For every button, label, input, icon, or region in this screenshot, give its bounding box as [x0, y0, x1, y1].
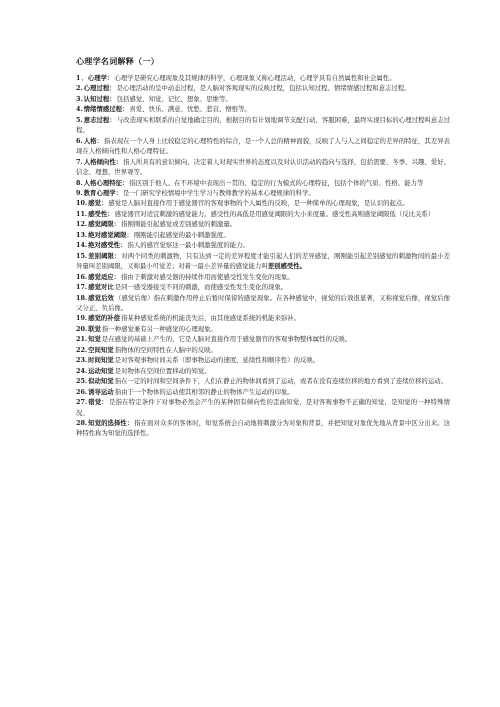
term-entry — [76, 272, 450, 282]
entry-emphasis: 差别感受性。 — [267, 262, 307, 271]
entry-list — [76, 73, 450, 439]
term-entry — [76, 115, 450, 136]
entry-definition: 感觉是人脑对直接作用于感觉器官的客观事物的个人属性的反映，是一种简单的心理现象，是认识的起点。 — [108, 199, 409, 208]
entry-definition: 指一种感觉兼有另一种感觉的心理现象。 — [101, 324, 217, 333]
entry-number: 28. — [76, 418, 88, 427]
entry-term: 心理过程： — [83, 84, 116, 93]
entry-number: 14. — [76, 241, 88, 250]
entry-term: 似动知觉 — [88, 377, 114, 386]
term-entry — [76, 324, 450, 334]
entry-number: 19. — [76, 314, 88, 323]
entry-definition: 是一门研究学校情境中学生学习与教师教学的基本心理规律的科学。 — [123, 188, 315, 197]
term-entry — [76, 94, 450, 104]
entry-number: 17. — [76, 283, 88, 292]
entry-definition: 是心理活动的呈中动态过程，是人脑对客观现实的反映过程，包括认知过程、情绪情感过程和意志过程。 — [116, 84, 411, 93]
entry-term: 感觉： — [88, 199, 108, 208]
entry-number: 23. — [76, 356, 88, 365]
term-entry — [76, 293, 450, 314]
entry-term: 感觉阈限： — [88, 220, 121, 229]
term-entry — [76, 345, 450, 355]
entry-number: 16. — [76, 272, 88, 281]
entry-number: 18. — [76, 293, 88, 302]
entry-definition: 指刚刚能引起感觉或差别感觉的刺激量。 — [121, 220, 237, 229]
entry-number: 25. — [76, 377, 88, 386]
entry-term: 绝对感觉阈限： — [88, 230, 133, 239]
entry-number: 12. — [76, 220, 88, 229]
term-entry — [76, 387, 450, 397]
entry-term: 意志过程： — [83, 115, 116, 124]
entry-term: 知觉的选择性： — [88, 418, 134, 427]
entry-definition: 包括感觉、知觉、记忆、想象、思维等。 — [116, 94, 232, 103]
entry-definition: 是指在特定条件下对事物必然会产生的某种固有倾向性的歪曲知觉，是对客观事物不正确的知觉，是知觉的一种特殊情况。 — [76, 398, 451, 417]
entry-number: 13. — [76, 230, 88, 239]
entry-term: 感受性： — [88, 209, 114, 218]
entry-number: 24. — [76, 366, 88, 375]
entry-term: 差别阈限： — [88, 251, 121, 260]
entry-term: 感觉的补偿 — [88, 314, 121, 323]
entry-number: 26. — [76, 387, 88, 396]
entry-definition: 指表现在一个人身上比较稳定的心理特性的综合，是一个人总的精神面貌，反映了人与人之间稳定的差异的特征，其差异表现在人格倾向性和人格心理特征。 — [76, 136, 451, 156]
entry-definition: 是在感觉的基础上产生的，它是人脑对直接作用于感觉器官的客观事物整体属性的反映。 — [101, 335, 352, 344]
entry-number: 2. — [76, 84, 83, 93]
entry-term: 情绪情感过程： — [83, 105, 129, 114]
entry-term: 时间知觉 — [88, 356, 114, 365]
term-entry — [76, 83, 450, 93]
term-entry — [76, 73, 450, 83]
term-entry — [76, 104, 450, 114]
entry-term: 教育心理学： — [83, 188, 123, 197]
term-entry — [76, 334, 450, 344]
term-entry — [76, 219, 450, 229]
entry-number: 27. — [76, 398, 88, 407]
entry-definition: 是同一感受器接受不同的刺激，而使感受性发生变化的现象。 — [114, 283, 288, 292]
entry-definition: 是对客观事物时间关系（即事物运动的速度、延续性和顺序性）的反映。 — [114, 356, 320, 365]
entry-definition: 指在一定的时间和空间条件下，人们在静止的物体间看到了运动，或者在没有连续位移的地方看到了连续位移的运动。 — [114, 377, 447, 386]
term-entry — [76, 376, 450, 386]
entry-number: 9. — [76, 188, 83, 197]
term-entry — [76, 230, 450, 240]
entry-term: 感觉对比 — [88, 283, 114, 292]
entry-number: 3. — [76, 94, 83, 103]
entry-number: 10. — [76, 199, 88, 208]
entry-number: 4. — [76, 105, 83, 114]
term-entry — [76, 282, 450, 292]
entry-number: 22. — [76, 345, 88, 354]
term-entry — [76, 178, 450, 188]
entry-number: 5. — [76, 115, 83, 124]
entry-definition: 刚刚能引起感觉的最小刺激强度。 — [133, 230, 230, 239]
entry-term: 人格： — [83, 136, 103, 145]
entry-definition: 指人所具有的意识倾向，决定着人对现实世界的态度以及对认识活动的趋向与选择，包括需要、冬季、兴趣、爱好、信念、理想、世界观等。 — [76, 157, 451, 177]
entry-definition: 指区别于他人、在不环境中表现出一贯的、稳定的行为模式的心理特征，包括个体的气质、性格、能力等 — [129, 178, 424, 187]
term-entry — [76, 418, 450, 439]
entry-number: 15. — [76, 251, 88, 260]
entry-number: 11. — [76, 209, 88, 218]
entry-definition: 与改造现实相联系的自觉地确定目的，根据目的有计划地调节支配行动，客服困难，最终实现目标的心理过程叫意志过程。 — [76, 115, 451, 135]
entry-term: 感觉后效 — [88, 293, 114, 302]
entry-definition: 指在面对众多的客体时，知觉系统会自动地将刺激分为对象和背景，并把知觉对象优先地从背景中区分出来。这种特性称为知觉的选择性。 — [76, 418, 451, 438]
entry-number: 6. — [76, 136, 83, 145]
entry-term: 错觉： — [88, 398, 108, 407]
term-entry — [76, 240, 450, 250]
entry-term: 感觉适应： — [88, 272, 121, 281]
term-entry — [76, 198, 450, 208]
entry-definition: 感觉器官对适宜刺激的感觉能力。感受性的高低是用感觉阈限的大小来度量。感受性高则感觉阈限低（反比关系） — [114, 209, 435, 218]
entry-term: ．心理学： — [81, 74, 114, 82]
entry-term: 人格心理特征： — [83, 178, 129, 187]
entry-number: 20. — [76, 324, 88, 333]
entry-term: 知觉 — [88, 335, 101, 344]
entry-number: 21. — [76, 335, 88, 344]
term-entry — [76, 251, 450, 272]
entry-term: 空间知觉 — [88, 345, 114, 354]
entry-term: 认知过程： — [83, 94, 116, 103]
entry-definition: 心理学是研究心理现象及其规律的科学，心理现象又称心理活动，心理学具有自然属性和社会属性。 — [114, 74, 396, 82]
term-entry — [76, 209, 450, 219]
term-entry — [76, 313, 450, 323]
term-entry — [76, 188, 450, 198]
entry-number: 8. — [76, 178, 83, 187]
entry-term: 诱导运动 — [88, 387, 114, 396]
entry-definition: 指物体的空间特性在人脑中的反映。 — [114, 345, 217, 354]
entry-definition: 指人的感官觉察这一最小刺激强度的能力。 — [127, 241, 249, 250]
entry-definition: 对两个同类的刺激物，只有达到一定的差异程度才能引起人们的差异感觉，刚刚能引起差别感觉的刺激物间的最小差异量叫差别阈限，又称最小可觉差；对着一最小差异量的感觉能力叫 — [76, 251, 451, 271]
entry-number: 7. — [76, 157, 83, 166]
term-entry — [76, 397, 450, 418]
entry-term: 人格倾向性： — [83, 157, 123, 166]
entry-definition: 指某种感觉系统的机能丧失后，由其他感觉系统的机能来弥补。 — [121, 314, 301, 323]
term-entry — [76, 355, 450, 365]
entry-term: 绝对感受性： — [88, 241, 127, 250]
term-entry — [76, 366, 450, 376]
entry-definition: 指由于一个物体的运动使其相邻的静止的物体产生运动的印象。 — [114, 387, 294, 396]
entry-term: 联觉 — [88, 324, 101, 333]
document-title: 心理学名词解释（一） — [76, 56, 159, 66]
entry-definition: （感觉后像）指在刺激作用停止后暂时保留的感觉现象。在各种感觉中，视觉的后效很显著，又称视觉后像，视觉后像又分正、负后像。 — [76, 293, 451, 312]
entry-definition: 指由于刺激对感受器的持续作用而使感受性发生变化的现象。 — [121, 272, 294, 281]
entry-number: 1 — [76, 74, 81, 82]
entry-definition: 喜爱、快乐、满意、忧愁、悲哀、憎恨等。 — [129, 105, 251, 114]
entry-term: 运动知觉 — [88, 366, 114, 375]
entry-definition: 是对物体在空间位置移动的知觉。 — [114, 366, 211, 375]
term-entry — [76, 157, 450, 178]
term-entry — [76, 136, 450, 157]
